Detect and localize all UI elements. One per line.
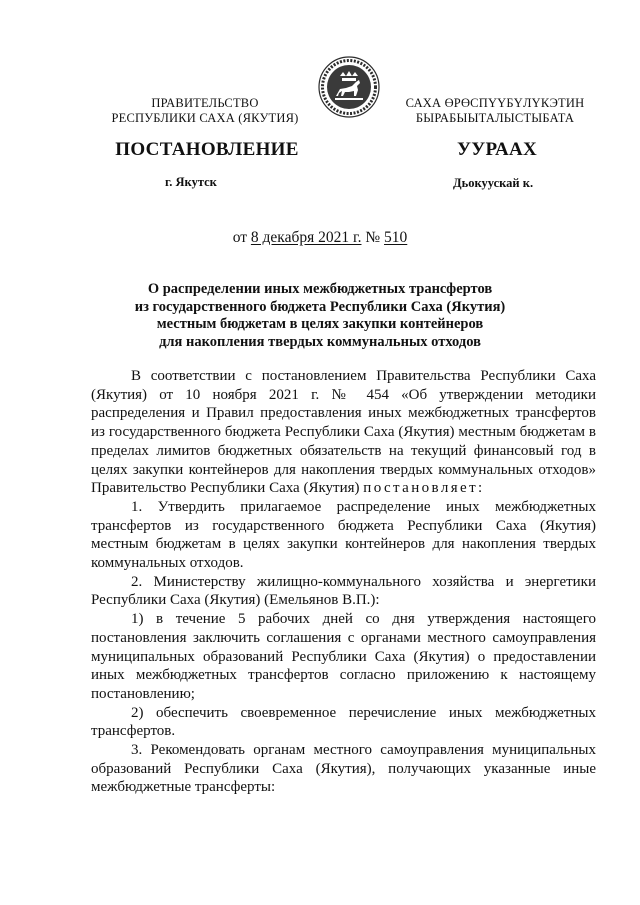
document-body xyxy=(91,367,596,797)
document-date: 8 декабря 2021 г. xyxy=(250,229,362,246)
document-title xyxy=(110,281,530,351)
header-right-line1: САХА ӨРӨСПҮҮБҮЛҮКЭТИН xyxy=(405,96,585,110)
date-line xyxy=(200,229,440,247)
number-sign: № xyxy=(365,229,381,246)
paragraph-3: 3. Рекомендовать органам местного самоуправления муниципальных образований Республики Саха (Якутия), получающих указанные иные межбюджетные трансферты: xyxy=(91,742,596,796)
header-right xyxy=(395,96,595,126)
header-left xyxy=(100,96,310,126)
preamble-text: В соответствии с постановлением Правительства Республики Саха (Якутия) от 10 ноября 2021 г. № 454 «Об утверждении методики распределения и Правил предоставления иных межбюджетных трансфертов из государственного бюджета Республики Саха (Якутия) местным бюджетам в пределах лимитов бюджетных обязательств на текущий финансовый год в целях закупки контейнеров для накопления твердых коммунальных отходов» Правительство Республики Саха (Якутия) xyxy=(91,368,596,497)
doc-type-ru: ПОСТАНОВЛЕНИЕ xyxy=(115,139,299,160)
paragraph-2-2: 2) обеспечить своевременное перечисление иных межбюджетных трансфертов. xyxy=(91,704,596,740)
resolves-word: постановляет: xyxy=(363,480,485,497)
paragraph-2: 2. Министерству жилищно-коммунального хозяйства и энергетики Республики Саха (Якутия) (Емельянов В.П.): xyxy=(91,573,596,609)
title-line-2: из государственного бюджета Республики Саха (Якутия) xyxy=(134,298,506,315)
doc-type-sakha: УУРААХ xyxy=(456,139,538,160)
title-line-3: местным бюджетам в целях закупки контейнеров xyxy=(156,316,484,332)
document-number: 510 xyxy=(384,229,408,246)
sakha-emblem-icon xyxy=(318,56,380,118)
paragraph-1: 1. Утвердить прилагаемое распределение иных межбюджетных трансфертов из государственного бюджета Республики Саха (Якутия) местным бюджетам в целях закупки контейнеров для накопления твердых коммунальных отходов. xyxy=(91,498,596,572)
header-left-line1: ПРАВИТЕЛЬСТВО xyxy=(151,96,259,110)
paragraph-2-1: 1) в течение 5 рабочих дней со дня утверждения настоящего постановления заключить соглашения с органами местного самоуправления муниципальных образований Республики Саха (Якутия) о предоставлении иных межбюджетных трансфертов согласно приложению к настоящему постановлению; xyxy=(91,611,596,702)
title-line-1: О распределении иных межбюджетных трансфертов xyxy=(147,281,493,297)
title-line-4: для накопления твердых коммунальных отходов xyxy=(159,333,481,350)
header-left-line2: РЕСПУБЛИКИ САХА (ЯКУТИЯ) xyxy=(111,111,299,125)
city-sakha: Дьокуускай к. xyxy=(453,176,534,190)
paragraph-preamble xyxy=(91,367,596,498)
city-ru: г. Якутск xyxy=(165,175,217,189)
header-right-line2: БЫРАБЫЫТАЛЫСТЫБАТА xyxy=(415,111,575,125)
date-prefix: от xyxy=(232,229,248,246)
